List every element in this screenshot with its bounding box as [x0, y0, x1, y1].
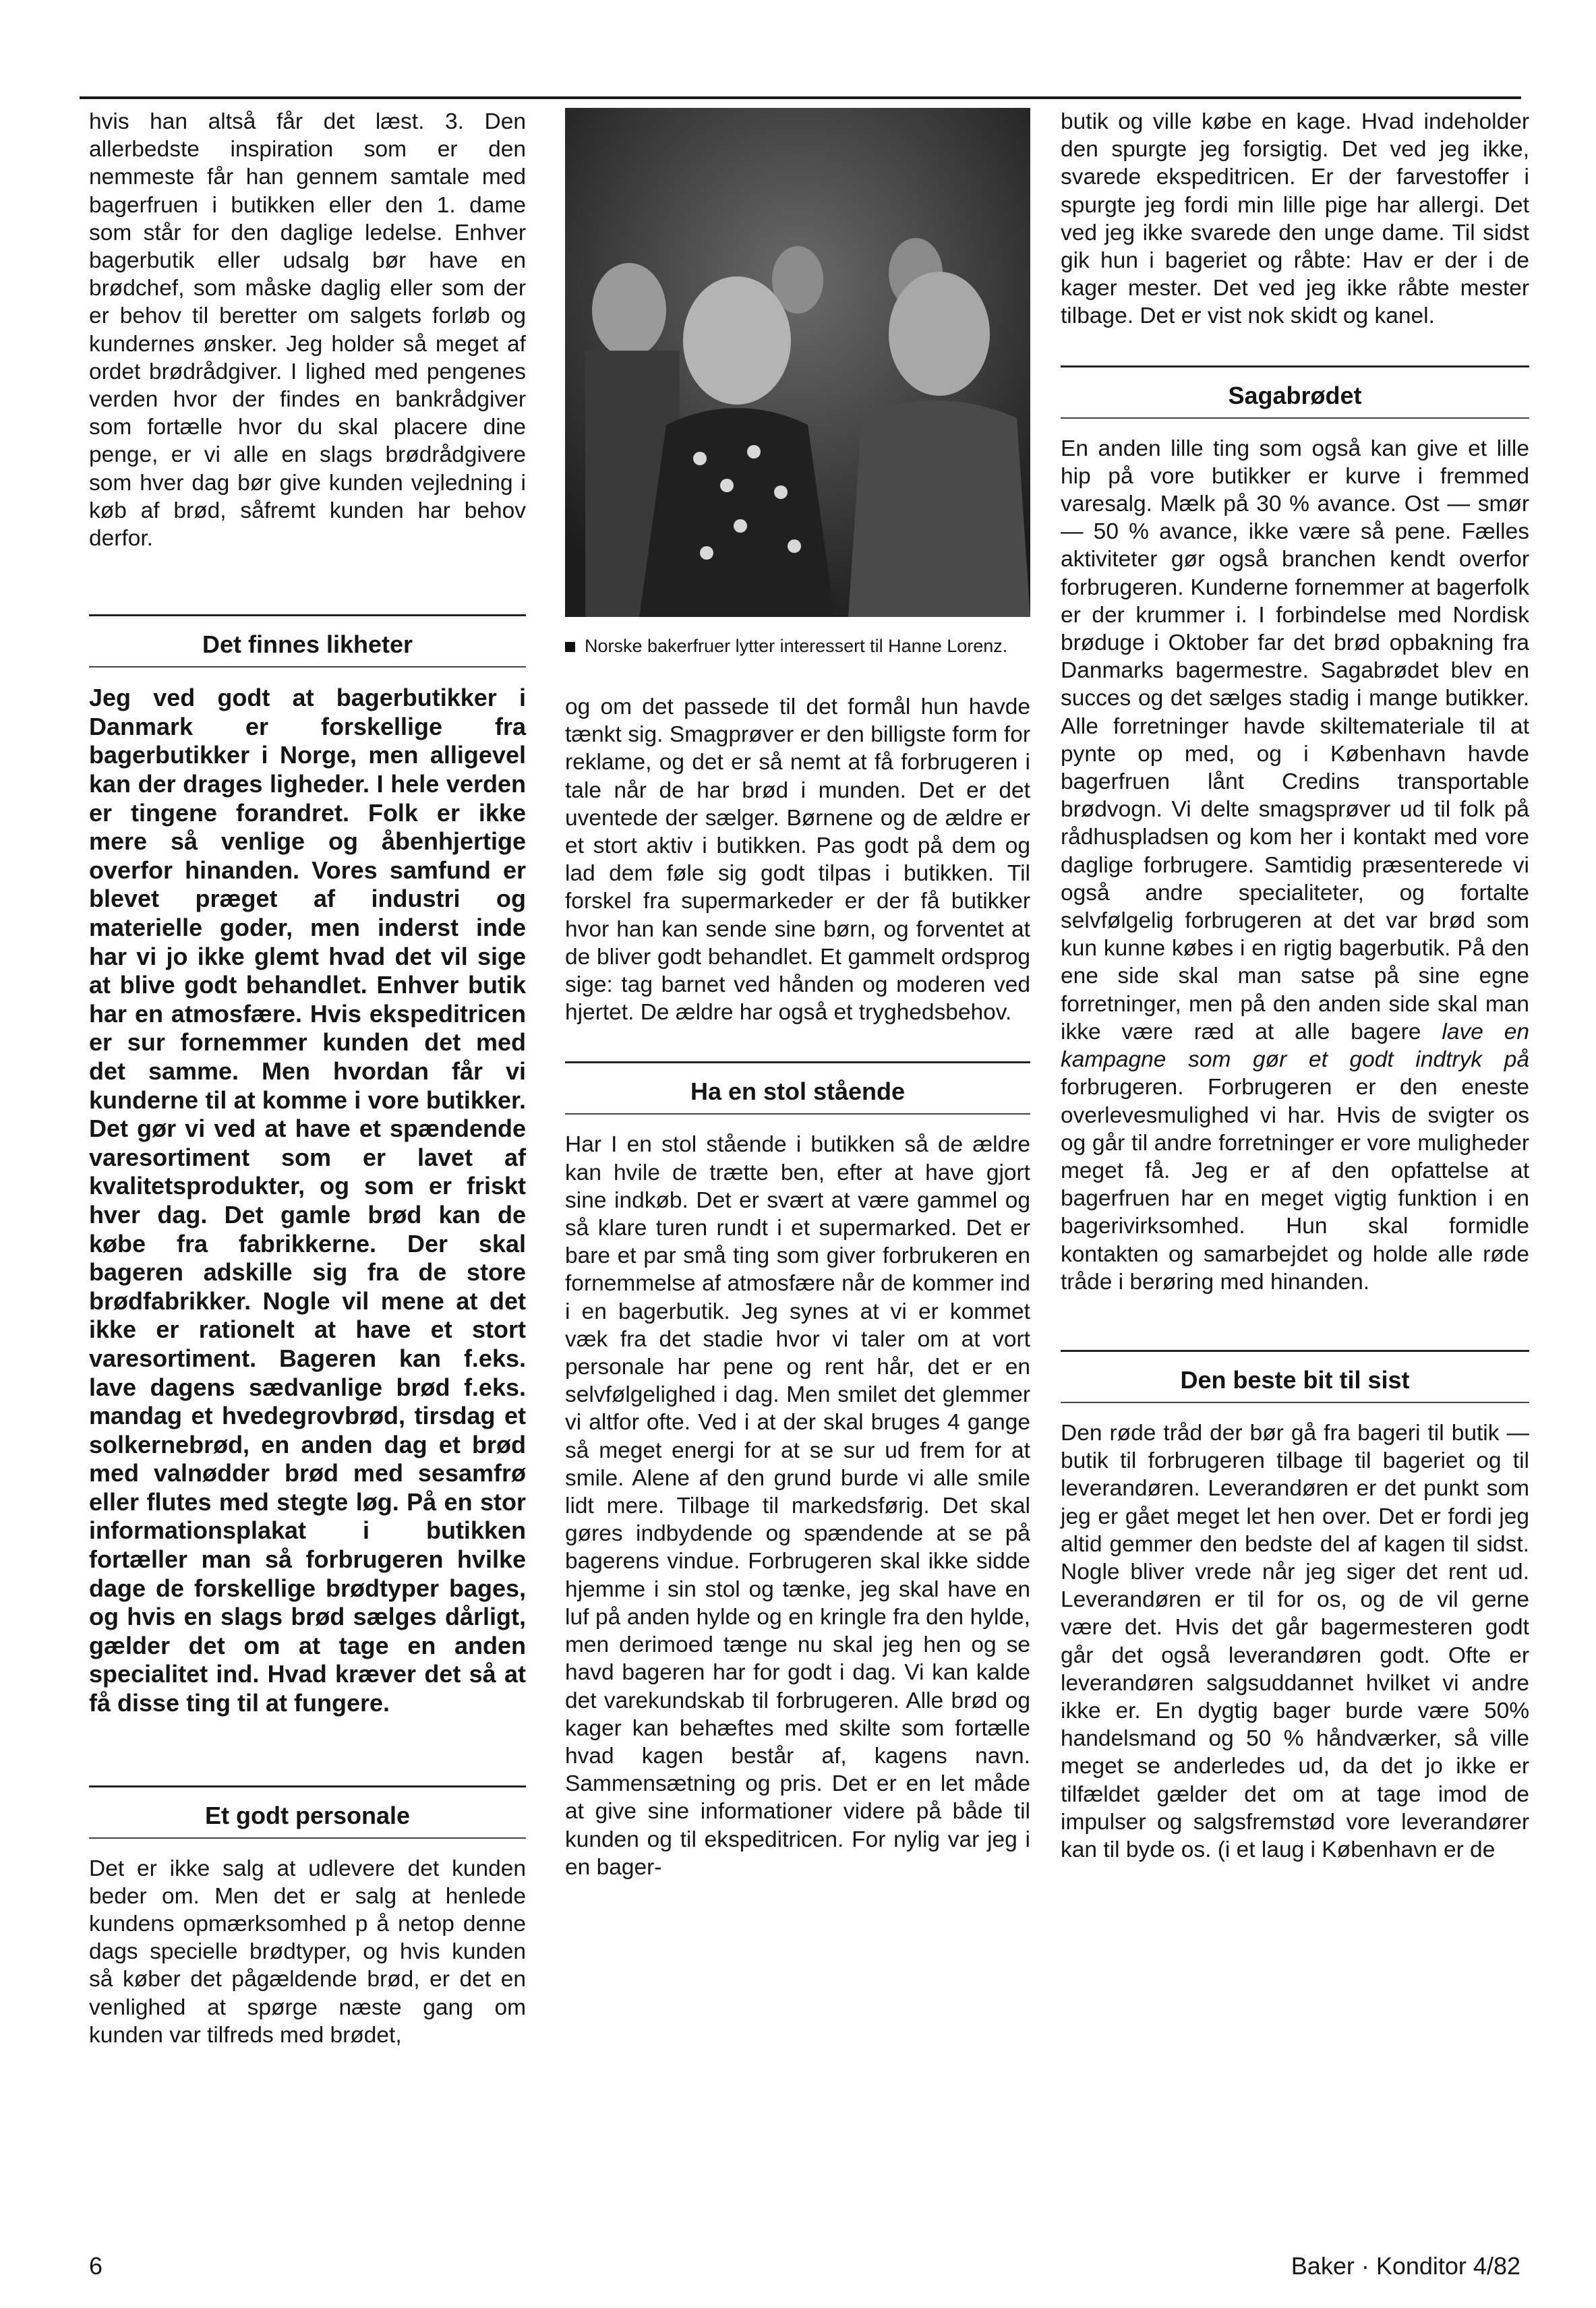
section-body — [1061, 435, 1529, 1296]
section-body-a: En anden lille ting som også kan give et lille hip på vore butikker er kurve i fremmed varesalg. Mælk på 30 % avance. Ost — smør — 50 % avance, ikke være så pene. Fælles aktiviteter gør også branchen kendt overfor forbrugeren. Kunderne fornemmer at bagerfolk er der krummer i. I forbindelse med Nordisk brøduge i Oktober far det brød opbakning fra Danmarks bagermestre. Sagabrødet blev en succes og det sælges stadig i mange butikker. Alle forretninger havde skiltemateriale til at pynte op med, og i København havde bagerfruen lånt Credins transportable brødvogn. Vi delte smagsprøver ud til folk på rådhuspladsen og kom her i kontakt med vore daglige forbrugere. Samtidig præsenterede vi også andre specialiteter, og fortalte selvfølgelig forbrugeren at det var brød som kun kunne købes i en rigtig bagerbutik. På den ene side skal man satse på sine egne forretninger, men på den anden side skal man ikke være ræd at alle bagere — [1061, 436, 1529, 1044]
section-et-godt-personale — [89, 1785, 526, 2049]
section-rule — [89, 1785, 526, 1787]
caption-text: Norske bakerfruer lytter interessert til Hanne Lorenz. — [585, 636, 1008, 656]
section-det-finnes-likheter — [89, 614, 526, 1717]
section-body: Har I en stol stående i butikken så de ældre kan hvile de trætte ben, efter at have gjort sine indkøb. Det er svært at være gammel og så klare turen rundt i et supermarked. Det er bare et par små ting som giver forbrukeren en fornemmelse af atmosfære når de kommer ind i en bagerbutik. Jeg synes at vi er kommet væk fra det stadie hvor vi taler om at vort personale har pene og rent hår, det er en selvfølgelighed i dag. Men smilet det glemmer vi altfor ofte. Ved i at der skal bruges 4 gange så meget energi for at se sur ud frem for at smile. Alene af den grund burde vi alle smile lidt mere. Tilbage til markedsførig. Det skal gøres indbydende og spændende at se på bagerens vindue. Forbrugeren skal ikke sidde hjemme i sin stol og tænke, jeg skal have en luf på anden hylde og en kringle fra den hylde, men derimoed tænge nu skal jeg hen og se havd bageren har for godt i dag. Vi kan kalde det varekundskab til forbrugeren. Alle brød og kager kan behæftes med skilte som fortælle hvad kagen består af, kagens navn. Sammensætning og pris. Det er en let måde at give sine informationer videre på både til kunden og til ekspeditricen. For nylig var jeg i en bager- — [565, 1132, 1030, 1880]
section-title: Et godt personale — [204, 1801, 411, 1829]
section-ha-en-stol-staende — [565, 1061, 1030, 1881]
section-rule — [1061, 1350, 1529, 1352]
section-rule — [89, 614, 526, 616]
section-body: Jeg ved godt at bagerbutikker i Danmark er forskellige fra bagerbutikker i Norge, men alligevel kan der drages ligheder. I hele verden er tingene forandret. Folk er ikke mere så venlige og åbenhjertige overfor hinanden. Vores samfund er blevet præget af industri og materielle goder, men inderst inde har vi jo ikke glemt hvad det vil sige at blive godt behandlet. Enhver butik har en atmosfære. Hvis ekspeditricen er sur fornemmer kunden det med det samme. Men hvordan får vi kunderne til at komme i vore butikker. Det gør vi ved at have et spændende varesortiment som er lavet af kvalitetsprodukter, og som er friskt hver dag. Det gamle brød kan de købe fra fabrikkerne. Der skal bageren adskille sig fra de store brødfabrikker. Nogle vil mene at det ikke er rationelt at have et stort varesortiment. Bageren kan f.eks. lave dagens sædvanlige brød f.eks. mandag et hvedegrovbrød, tirsdag et solkernebrød, en anden dag et brød med valnødder brød med sesamfrø eller flutes med stegte løg. På en stor informationsplakat i butikken fortæller man så forbrugeren hvilke dage de forskellige brødtyper bages, og hvis en slags brød sælges dårligt, gælder det om at tage en anden specialitet ind. Hvad kræver det så at få disse ting til at fungere. — [89, 684, 526, 1717]
section-sagabrodet — [1061, 365, 1529, 1296]
section-body: Den røde tråd der bør gå fra bageri til butik — butik til forbrugeren tilbage til bageriet og til leverandøren. Leverandøren er det punkt som jeg er gået meget let hen over. Det er fordi jeg altid gemmer den bedste del af kagen til sidst. Nogle bliver vrede når jeg siger det rent ud. Leverandøren er til for os, og de vil gerne være det. Hvis det går bagermesteren godt går det også leverandøren godt. Ofte er leverandøren salgsuddannet hvilket vi andre ikke er. En dygtig bager burde være 50% handelsmand og 50 % håndværker, så ville meget se anderledes ud, da det jo ikke er tilfældet gælder det om at tage imod de impulser og salgsfremstød vore leverandører kan til byde os. (i et laug i København er de — [1061, 1420, 1529, 1862]
page-number: 6 — [89, 2252, 103, 2280]
col2-paragraph: og om det passede til det formål hun havde tænkt sig. Smagprøver er den billigste form for reklame, og det er så nemt at få forbrugeren i tale når de har brød i munden. Det er det uventede der sælger. Børnene og de ældre er et stort aktiv i butikken. Pas godt på dem og lad dem føle sig godt tilpas i butikken. Til forskel fra supermarkeder er der få butikker hvor han kan sende sine børn, og forventet at de bliver godt behandlet. Et gammelt ordsprog sige: tag barnet ved hånden og moderen ved hjertet. De ældre har også et tryghedsbehov. — [565, 694, 1030, 1026]
section-title: Sagabrødet — [1228, 381, 1362, 409]
section-body: Det er ikke salg at udlevere det kunden beder om. Men det er salg at henlede kundens opmærksomhed p å netop denne dags specielle brødtyper, og hvis kunden så køber det pågældende brød, er det en venlighed at spørge næste gang om kunden var tilfreds med brødet, — [89, 1856, 526, 2048]
section-den-beste-bit — [1061, 1350, 1529, 1864]
section-rule — [89, 1837, 526, 1839]
intro-paragraph: hvis han altså får det læst. 3. Den allerbedste inspiration som er den nemmeste får han gennem samtale med bagerfruen i butikken eller den 1. dame som står for den daglige ledelse. Enhver bagerbutik eller udsalg bør have en brødchef, som måske daglig eller som der er behov til beretter om salgets forløb og kundernes ønsker. Jeg holder så meget af ordet brødrådgiver. I lighed med pengenes verden hvor der findes en bankrådgiver som fortælle hvor du skal placere dine penge, er vi alle en slags brødrådgivere som hver dag bør give kunden vejledning i køb af brød, såfremt kunden har behov derfor. — [89, 109, 526, 552]
section-body-b: forbrugeren. Forbrugeren er den eneste overlevesmulighed vi har. Hvis de svigter os og går til andre forretninger er vore muligheder meget få. Jeg er af den opfattelse at bagerfruen har en meget vigtig funktion i en bagerivirksomhed. Hun skal formidle kontakten og samarbejdet og holde alle røde tråde i berøring med hinanden. — [1061, 1075, 1529, 1295]
section-title: Det finnes likheter — [202, 630, 413, 659]
section-title: Ha en stol stående — [690, 1077, 906, 1106]
section-rule — [1061, 1402, 1529, 1403]
magazine-footer: Baker · Konditor 4/82 — [1291, 2252, 1520, 2280]
section-body-italic: lave en kampagne som gør et godt indtryk på — [1061, 1019, 1530, 1073]
section-title: Den beste bit til sist — [1180, 1365, 1410, 1394]
column-3 — [1061, 108, 1529, 1864]
section-rule — [1061, 365, 1529, 367]
square-bullet-icon — [565, 642, 575, 652]
column-1 — [89, 108, 526, 2049]
column-2 — [565, 108, 1030, 1881]
section-rule — [565, 1113, 1030, 1115]
section-rule — [89, 666, 526, 668]
col3-paragraph: butik og ville købe en kage. Hvad indeholder den spurgte jeg forsigtig. Det ved jeg ikke, svarede ekspeditricen. Er der farvestoffer i spurgte jeg fordi min lille pige har allergi. Det ved jeg ikke svarede den unge dame. Til sidst gik hun i bageriet og råbte: Hav er der i de kager mester. Det ved jeg ikke råbte mester tilbage. Det er vist nok skidt og kanel. — [1061, 109, 1529, 329]
section-rule — [565, 1061, 1030, 1063]
audience-photo — [565, 108, 1030, 617]
audience-photo-illustration — [565, 108, 1030, 617]
photo-caption — [565, 634, 1030, 658]
section-rule — [1061, 417, 1529, 419]
top-rule — [80, 96, 1521, 99]
